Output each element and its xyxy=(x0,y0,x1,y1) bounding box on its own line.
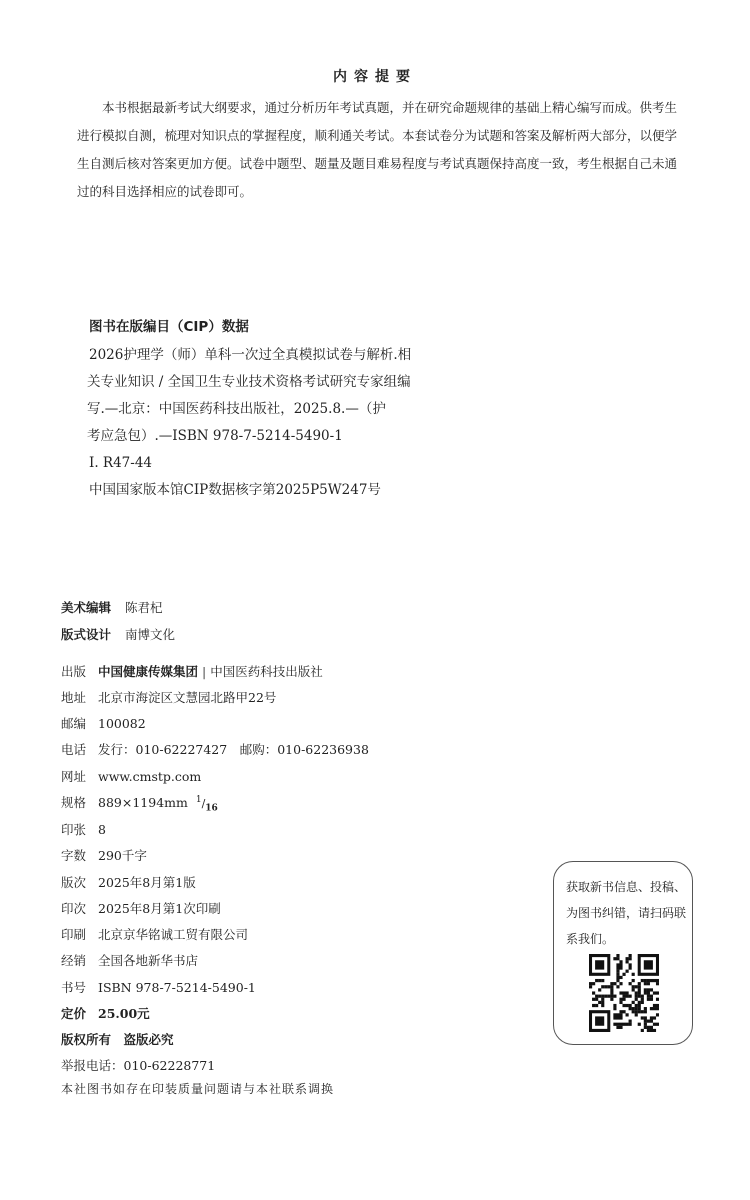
separator: | xyxy=(202,664,207,679)
cip-line: 写.—北京：中国医药科技出版社，2025.8.—（护 xyxy=(87,401,386,417)
info-price xyxy=(61,1004,150,1022)
cip-line: 考应急包）.—ISBN 978-7-5214-5490-1 xyxy=(87,428,343,444)
credit-value: 南博文化 xyxy=(125,627,176,642)
qr-code-icon[interactable] xyxy=(589,954,659,1032)
info-format xyxy=(61,793,218,814)
info-value: 889×1194mm xyxy=(98,795,188,810)
cip-line: 关专业知识 / 全国卫生专业技术资格考试研究专家组编 xyxy=(87,374,411,390)
summary-paragraph: 本书根据最新考试大纲要求，通过分析历年考试真题，并在研究命题规律的基础上精心编写而成。供考生进行模拟自测，梳理对知识点的掌握程度，顺利通关考试。本套试卷分为试题和答案及解析两大部分，以便学生自测后核对答案更加方便。试卷中题型、题量及题目难易程度与考试真题保持高度一致，考生根据自己未通过的科目选择相应的试卷即可。 xyxy=(77,100,678,199)
info-label: 电话 xyxy=(61,742,87,757)
credit-art-editor xyxy=(61,598,163,616)
info-label: 经销 xyxy=(61,953,87,968)
info-edition xyxy=(61,873,196,891)
info-label: 网址 xyxy=(61,769,87,784)
cip-line: 2026护理学（师）单科一次过全真模拟试卷与解析.相 xyxy=(89,347,412,363)
info-label: 印次 xyxy=(61,901,87,916)
credit-layout-design xyxy=(61,625,175,643)
fraction-denominator: 16 xyxy=(205,803,218,814)
info-postcode xyxy=(61,714,146,732)
credit-label: 版式设计 xyxy=(61,627,112,642)
info-value: 290千字 xyxy=(98,848,147,863)
info-label: 印张 xyxy=(61,822,87,837)
info-label: 定价 xyxy=(61,1006,87,1021)
qr-contact-box xyxy=(553,861,693,1045)
footer-note: 本社图书如存在印装质量问题请与本社联系调换 xyxy=(61,1082,335,1096)
info-label: 书号 xyxy=(61,980,87,995)
publisher-name: 中国医药科技出版社 xyxy=(210,664,323,679)
info-value: 25.00元 xyxy=(98,1006,150,1021)
info-label: 出版 xyxy=(61,664,87,679)
cip-body xyxy=(89,342,419,504)
info-value: ISBN 978-7-5214-5490-1 xyxy=(98,980,256,995)
info-printing xyxy=(61,899,221,917)
qr-caption: 获取新书信息、投稿、为图书纠错，请扫码联系我们。 xyxy=(566,880,687,946)
info-value: 全国各地新华书店 xyxy=(98,953,199,968)
info-label: 印刷 xyxy=(61,927,87,942)
info-value: 8 xyxy=(98,822,106,837)
credit-label: 美术编辑 xyxy=(61,600,112,615)
info-distributor xyxy=(61,951,198,969)
info-value: 100082 xyxy=(98,716,146,731)
info-value: 北京市海淀区文慧园北路甲22号 xyxy=(98,690,277,705)
info-label: 版次 xyxy=(61,875,87,890)
credit-value: 陈君杞 xyxy=(125,600,163,615)
info-label: 字数 xyxy=(61,848,87,863)
summary-title: 内容提要 xyxy=(333,69,417,85)
info-value: 北京京华铭诚工贸有限公司 xyxy=(98,927,249,942)
fraction-slash: / xyxy=(201,797,206,810)
info-value: 2025年8月第1版 xyxy=(98,875,196,890)
report-phone: 举报电话：010-62228771 xyxy=(61,1058,216,1073)
info-address xyxy=(61,688,276,706)
info-label: 邮编 xyxy=(61,716,87,731)
info-words xyxy=(61,846,147,864)
info-printer xyxy=(61,925,248,943)
info-publisher xyxy=(61,662,323,680)
publisher-group: 中国健康传媒集团 xyxy=(98,664,199,679)
cip-heading: 图书在版编目（CIP）数据 xyxy=(89,319,249,335)
copyright-notice: 版权所有 盗版必究 xyxy=(61,1032,174,1047)
cip-line: 中国国家版本馆CIP数据核字第2025P5W247号 xyxy=(89,482,381,498)
info-website xyxy=(61,767,201,785)
info-phone xyxy=(61,740,369,758)
info-value: 发行：010-62227427 邮购：010-62236938 xyxy=(98,742,369,757)
info-value: 2025年8月第1次印刷 xyxy=(98,901,221,916)
info-isbn xyxy=(61,978,256,996)
info-label: 规格 xyxy=(61,795,87,810)
fraction-numerator: 1 xyxy=(195,794,202,805)
cip-line: Ⅰ. R47-44 xyxy=(89,455,152,471)
info-sheets xyxy=(61,820,106,838)
info-value: www.cmstp.com xyxy=(98,769,202,784)
info-label: 地址 xyxy=(61,690,87,705)
